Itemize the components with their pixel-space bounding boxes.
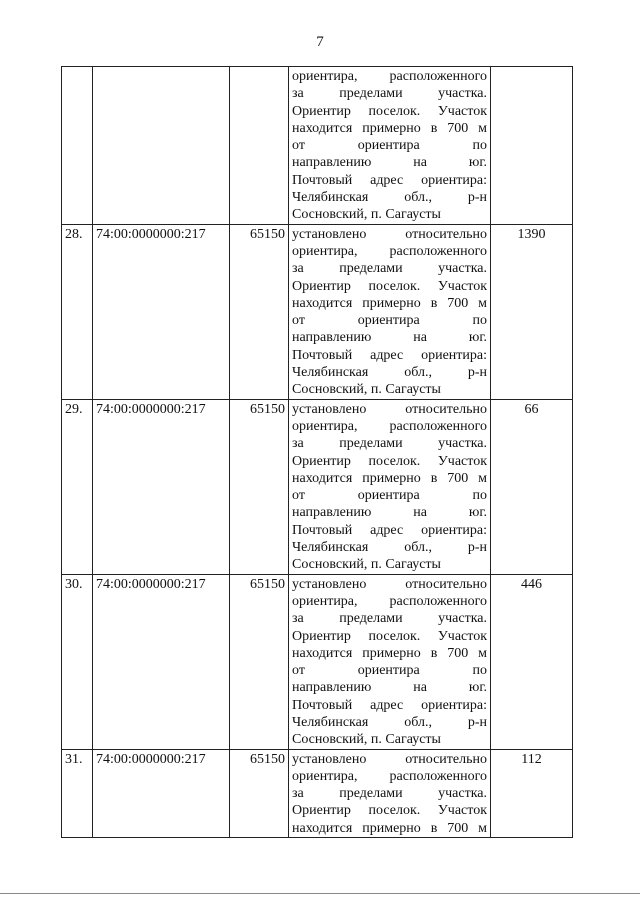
description-line: Сосновский, п. Сагаусты: [292, 382, 441, 398]
area-cell: 66: [491, 399, 573, 574]
description-line: от ориентира по: [292, 663, 487, 679]
row-number-cell: 28.: [62, 224, 93, 399]
land-plot-table: [61, 66, 573, 838]
description-line: за пределами участка.: [292, 611, 487, 627]
row-number-cell: 30.: [62, 574, 93, 749]
description-line: за пределами участка.: [292, 786, 487, 802]
area-cell: 446: [491, 574, 573, 749]
cadastral-number-cell: [93, 67, 230, 225]
description-line: находится примерно в 700 м: [292, 295, 487, 311]
description-line: Почтовый адрес ориентира:: [292, 347, 487, 363]
code-cell: 65150: [230, 399, 289, 574]
location-description-cell: [289, 224, 491, 399]
location-description-cell: [289, 749, 491, 837]
cadastral-number-cell: 74:00:0000000:217: [93, 749, 230, 837]
description-line: установлено относительно: [292, 401, 487, 417]
code-cell: 65150: [230, 749, 289, 837]
location-description-cell: [289, 67, 491, 225]
description-line: направлению на юг.: [292, 505, 487, 521]
description-line: находится примерно в 700 м: [292, 120, 487, 136]
description-line: Почтовый адрес ориентира:: [292, 697, 487, 713]
description-line: направлению на юг.: [292, 330, 487, 346]
cadastral-number-cell: 74:00:0000000:217: [93, 224, 230, 399]
location-description-cell: [289, 399, 491, 574]
description-line: Сосновский, п. Сагаусты: [292, 557, 441, 573]
row-number-cell: [62, 67, 93, 225]
description-line: от ориентира по: [292, 313, 487, 329]
description-line: ориентира, расположенного: [292, 418, 487, 434]
description-line: Челябинская обл., р-н: [292, 540, 487, 556]
footer-divider: [0, 893, 640, 894]
description-line: направлению на юг.: [292, 155, 487, 171]
description-line: установлено относительно: [292, 751, 487, 767]
description-line: Почтовый адрес ориентира:: [292, 172, 487, 188]
table-row-continuation: [62, 67, 573, 225]
description-line: Ориентир поселок. Участок: [292, 103, 487, 119]
location-description-cell: [289, 574, 491, 749]
description-line: ориентира, расположенного: [292, 243, 487, 259]
description-line: Ориентир поселок. Участок: [292, 628, 487, 644]
cadastral-number-cell: 74:00:0000000:217: [93, 399, 230, 574]
area-cell: 1390: [491, 224, 573, 399]
description-line: Сосновский, п. Сагаусты: [292, 207, 441, 223]
code-cell: 65150: [230, 224, 289, 399]
description-line: Ориентир поселок. Участок: [292, 453, 487, 469]
description-line: ориентира, расположенного: [292, 593, 487, 609]
description-line: от ориентира по: [292, 138, 487, 154]
description-line: находится примерно в 700 м: [292, 470, 487, 486]
description-line: за пределами участка.: [292, 86, 487, 102]
description-line: от ориентира по: [292, 488, 487, 504]
description-line: направлению на юг.: [292, 680, 487, 696]
table-row: [62, 399, 573, 574]
table-row: [62, 574, 573, 749]
description-line: Ориентир поселок. Участок: [292, 803, 487, 819]
description-line: ориентира, расположенного: [292, 768, 487, 784]
row-number-cell: 29.: [62, 399, 93, 574]
description-line: находится примерно в 700 м: [292, 645, 487, 661]
area-cell: 112: [491, 749, 573, 837]
table-row: [62, 749, 573, 837]
description-line: ориентира, расположенного: [292, 69, 487, 84]
description-line: Челябинская обл., р-н: [292, 714, 487, 730]
description-line: находится примерно в 700 м: [292, 820, 487, 836]
row-number-cell: 31.: [62, 749, 93, 837]
description-line: за пределами участка.: [292, 261, 487, 277]
description-line: Почтовый адрес ориентира:: [292, 522, 487, 538]
description-line: Челябинская обл., р-н: [292, 190, 487, 206]
table-row: [62, 224, 573, 399]
page-number: 7: [316, 34, 324, 50]
area-cell: [491, 67, 573, 225]
cadastral-number-cell: 74:00:0000000:217: [93, 574, 230, 749]
description-line: Сосновский, п. Сагаусты: [292, 732, 441, 748]
description-line: установлено относительно: [292, 576, 487, 592]
description-line: Челябинская обл., р-н: [292, 365, 487, 381]
description-line: за пределами участка.: [292, 436, 487, 452]
code-cell: [230, 67, 289, 225]
code-cell: 65150: [230, 574, 289, 749]
description-line: установлено относительно: [292, 226, 487, 242]
description-line: Ориентир поселок. Участок: [292, 278, 487, 294]
